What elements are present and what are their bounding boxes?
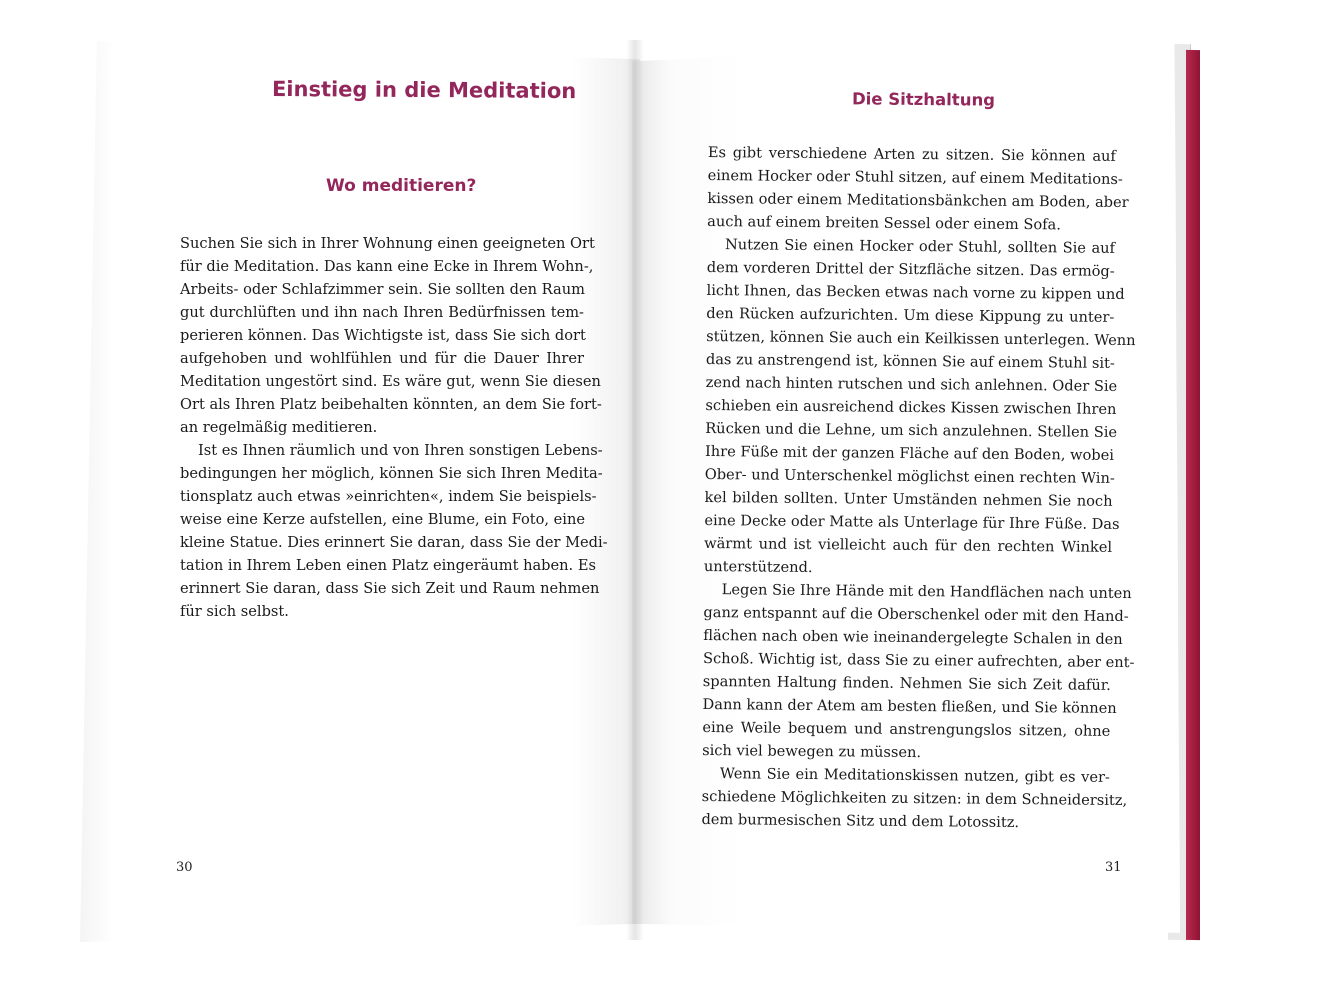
text-line: schieben ein ausreichend dickes Kissen zwischen Ihren bbox=[705, 396, 1117, 418]
text-line: unterstützend. bbox=[703, 557, 813, 577]
text-line: Meditation ungestört sind. Es wäre gut, wenn Sie diesen bbox=[180, 373, 601, 390]
text-line: an regelmäßig meditieren. bbox=[180, 419, 378, 436]
text-line: flächen nach oben wie ineinandergelegte Schalen in den bbox=[703, 626, 1123, 649]
text-line: Es gibt verschiedene Arten zu sitzen. Sie können auf bbox=[707, 143, 1116, 165]
page-number-right: 31 bbox=[1105, 860, 1122, 875]
text-line: eine Decke oder Matte als Unterlage für Ihre Füße. Das bbox=[704, 511, 1120, 533]
text-line: Suchen Sie sich in Ihrer Wohnung einen geeigneten Ort bbox=[180, 235, 595, 252]
text-line: gut durchlüften und ihn nach Ihren Bedürfnissen tem- bbox=[180, 304, 584, 321]
text-line: ganz entspannt auf die Oberschenkel oder mit den Hand- bbox=[703, 603, 1129, 626]
text-line: den Rücken aufzurichten. Um diese Kippung zu unter- bbox=[706, 304, 1115, 326]
text-line: stützen, können Sie auch ein Keilkissen unterlegen. Wenn bbox=[706, 327, 1136, 350]
text-line: Dann kann der Atem am besten fließen, und Sie können bbox=[702, 695, 1117, 717]
chapter-title: Einstieg in die Meditation bbox=[271, 76, 577, 104]
text-line: perieren können. Das Wichtigste ist, dass Sie sich dort bbox=[180, 327, 586, 344]
right-section-title: Die Sitzhaltung bbox=[851, 89, 996, 110]
text-line: dem burmesischen Sitz und dem Lotossitz. bbox=[701, 810, 1020, 832]
text-line: weise eine Kerze aufstellen, eine Blume, ein Foto, eine bbox=[180, 511, 586, 528]
text-line: spannten Haltung finden. Nehmen Sie sich Zeit dafür. bbox=[702, 672, 1111, 694]
text-line: schiedene Möglichkeiten zu sitzen: in dem Schneidersitz, bbox=[701, 787, 1128, 810]
text-line: eine Weile bequem und anstrengungslos sitzen, ohne bbox=[702, 718, 1111, 740]
text-line: Arbeits- oder Schlafzimmer sein. Sie sollten den Raum bbox=[180, 281, 585, 298]
text-line: das zu anstrengend ist, können Sie auf einem Stuhl sit- bbox=[705, 350, 1115, 372]
page-number-left: 30 bbox=[176, 860, 193, 875]
red-cover-edge bbox=[1186, 50, 1200, 940]
text-line: kissen oder einem Meditationsbänkchen am Boden, aber bbox=[707, 189, 1129, 212]
text-line: zend nach hinten rutschen und sich anlehnen. Oder Sie bbox=[705, 373, 1118, 395]
text-line: dem vorderen Drittel der Sitzfläche sitzen. Das ermög- bbox=[706, 258, 1115, 280]
text-line: für die Meditation. Das kann eine Ecke in Ihrem Wohn-, bbox=[180, 258, 594, 275]
right-body-text bbox=[701, 141, 1136, 835]
text-line: kel bilden sollten. Unter Umständen nehmen Sie noch bbox=[704, 488, 1113, 510]
text-line: tionsplatz auch etwas »einrichten«, indem Sie beispiels- bbox=[180, 488, 597, 505]
book-gutter bbox=[626, 40, 644, 940]
text-line: erinnert Sie daran, dass Sie sich Zeit und Raum nehmen bbox=[180, 580, 600, 597]
text-line: kleine Statue. Dies erinnert Sie daran, dass Sie der Medi- bbox=[180, 534, 608, 551]
text-line: auch auf einem breiten Sessel oder einem Sofa. bbox=[707, 212, 1062, 234]
text-line: tation in Ihrem Leben einen Platz eingeräumt haben. Es bbox=[180, 557, 596, 574]
text-line: Nutzen Sie einen Hocker oder Stuhl, sollten Sie auf bbox=[724, 236, 1116, 257]
text-line: Legen Sie Ihre Hände mit den Handflächen nach unten bbox=[721, 581, 1132, 603]
text-line: Ist es Ihnen räumlich und von Ihren sonstigen Lebens- bbox=[198, 442, 603, 459]
text-line: sich viel bewegen zu müssen. bbox=[702, 741, 922, 762]
text-line: einem Hocker oder Stuhl sitzen, auf einem Meditations- bbox=[707, 166, 1123, 188]
left-section-title: Wo meditieren? bbox=[326, 176, 477, 196]
text-line: Ober- und Unterschenkel möglichst einen rechten Win- bbox=[704, 465, 1115, 487]
text-line: Rücken und die Lehne, um sich anzulehnen. Stellen Sie bbox=[705, 419, 1118, 441]
text-line: licht Ihnen, das Becken etwas nach vorne zu kippen und bbox=[706, 281, 1125, 304]
text-line: Ort als Ihren Platz beibehalten könnten, an dem Sie fort- bbox=[180, 396, 602, 413]
text-line: Wenn Sie ein Meditationskissen nutzen, gibt es ver- bbox=[719, 765, 1110, 786]
text-line: aufgehoben und wohlfühlen und für die Dauer Ihrer bbox=[180, 350, 584, 367]
text-line: wärmt und ist vielleicht auch für den rechten Winkel bbox=[704, 534, 1113, 556]
text-line: für sich selbst. bbox=[180, 603, 289, 620]
text-line: Ihre Füße mit der ganzen Fläche auf den Boden, wobei bbox=[704, 442, 1115, 464]
left-body-text bbox=[180, 232, 608, 623]
text-line: bedingungen her möglich, können Sie sich Ihren Medita- bbox=[180, 465, 603, 482]
text-line: Schoß. Wichtig ist, dass Sie zu einer aufrechten, aber ent- bbox=[702, 649, 1135, 672]
